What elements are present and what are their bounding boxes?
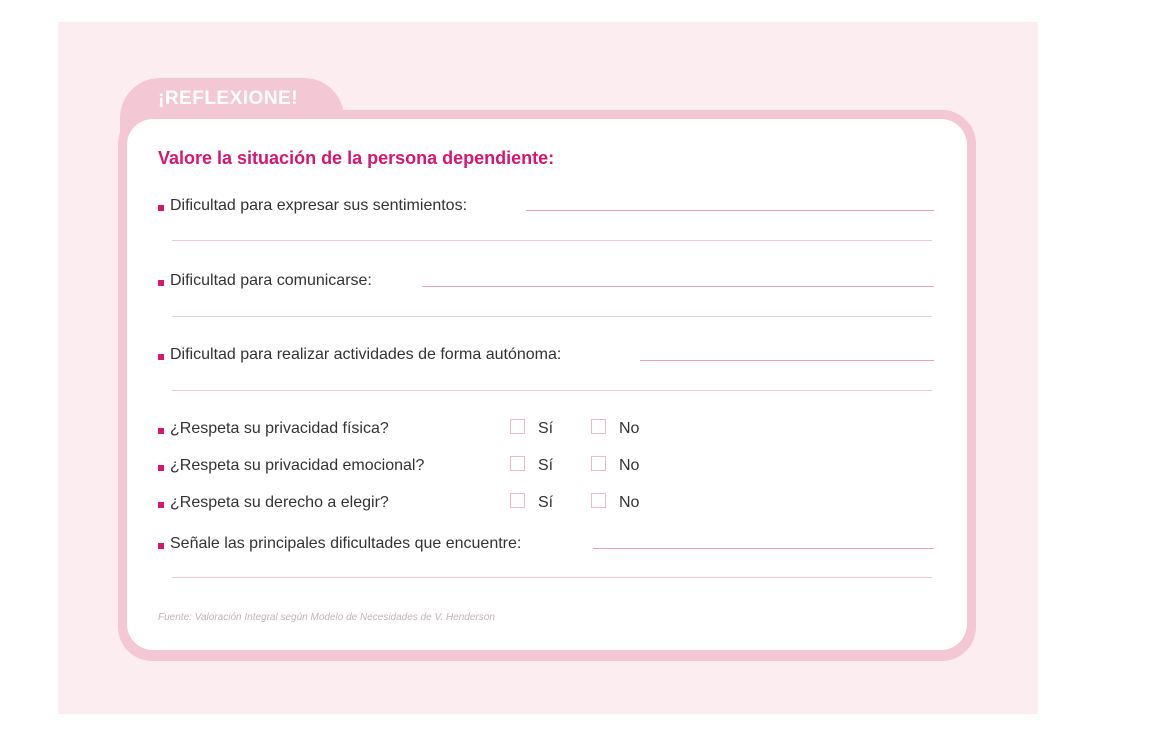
no-checkbox-emotional-privacy[interactable]	[591, 456, 606, 471]
form-title: Valore la situación de la persona dependiente:	[158, 148, 555, 168]
source-note: Fuente: Valoración Integral según Modelo de Necesidades de V. Henderson	[158, 612, 495, 623]
answer-line-communication[interactable]	[422, 286, 934, 287]
question-row-communication	[158, 270, 372, 292]
yesno-row-emotional-privacy	[158, 455, 424, 477]
answer-line-feelings[interactable]	[526, 210, 934, 211]
yes-checkbox-emotional-privacy[interactable]	[510, 456, 525, 471]
no-checkbox-right-to-choose[interactable]	[591, 493, 606, 508]
yes-checkbox-right-to-choose[interactable]	[510, 493, 525, 508]
yes-label: Sí	[538, 457, 554, 474]
bullet-icon	[158, 428, 164, 434]
bullet-icon	[158, 543, 164, 549]
question-label: Dificultad para expresar sus sentimientos:	[170, 197, 468, 214]
no-label: No	[619, 494, 640, 511]
bullet-icon	[158, 465, 164, 471]
question-row-autonomy	[158, 344, 561, 366]
bullet-icon	[158, 280, 164, 286]
bullet-icon	[158, 502, 164, 508]
answer-line-communication-2[interactable]	[172, 316, 932, 317]
question-label: Señale las principales dificultades que encuentre:	[170, 535, 522, 552]
bullet-icon	[158, 354, 164, 360]
no-label: No	[619, 457, 640, 474]
answer-line-difficulties[interactable]	[593, 548, 934, 549]
yesno-label: ¿Respeta su privacidad emocional?	[170, 457, 425, 474]
question-label: Dificultad para comunicarse:	[170, 272, 372, 289]
tab-label: ¡REFLEXIONE!	[158, 88, 299, 109]
question-row-difficulties	[158, 533, 521, 555]
answer-line-autonomy[interactable]	[640, 360, 934, 361]
question-label: Dificultad para realizar actividades de forma autónoma:	[170, 346, 562, 363]
yes-checkbox-physical-privacy[interactable]	[510, 419, 525, 434]
yesno-label: ¿Respeta su privacidad física?	[170, 420, 389, 437]
yes-label: Sí	[538, 494, 554, 511]
question-row-feelings	[158, 195, 467, 217]
bullet-icon	[158, 205, 164, 211]
yes-label: Sí	[538, 420, 554, 437]
no-checkbox-physical-privacy[interactable]	[591, 419, 606, 434]
yesno-label: ¿Respeta su derecho a elegir?	[170, 494, 389, 511]
answer-line-autonomy-2[interactable]	[172, 390, 932, 391]
yesno-row-physical-privacy	[158, 418, 389, 440]
answer-line-feelings-2[interactable]	[172, 240, 932, 241]
no-label: No	[619, 420, 640, 437]
answer-line-difficulties-2[interactable]	[172, 577, 932, 578]
yesno-row-right-to-choose	[158, 492, 389, 514]
